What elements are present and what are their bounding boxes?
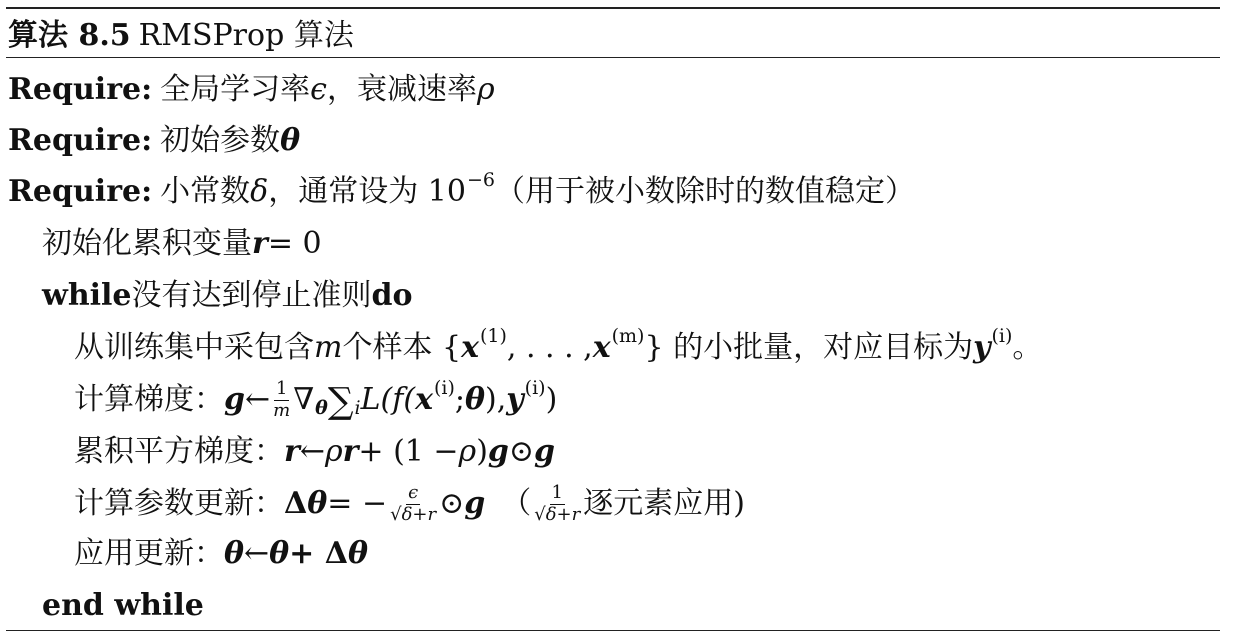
fraction-numerator: 1 [551, 481, 563, 503]
theta-symbol: θ [307, 486, 328, 521]
fraction [390, 481, 437, 525]
superscript: (m) [611, 324, 645, 347]
end-while-keyword: end while [42, 588, 204, 623]
fraction-numerator: ϵ [408, 481, 419, 503]
fraction-denominator: √δ+r [534, 503, 581, 525]
fraction-numerator: 1 [275, 377, 288, 399]
r-variable: r [284, 434, 300, 469]
do-keyword: do [371, 278, 413, 313]
ellipsis: , . . . , [506, 330, 593, 365]
require-initial-params [8, 115, 300, 167]
subscript: i [354, 396, 361, 419]
rho-symbol: ρ [324, 434, 343, 469]
fraction-denominator: √δ+r [390, 503, 437, 525]
fraction-denominator: m [273, 399, 291, 421]
separator: ; [454, 382, 465, 417]
require-text: 初始参数 [160, 123, 281, 158]
odot-symbol: ⊙ [508, 434, 535, 469]
require-keyword: Require: [8, 174, 153, 209]
superscript: (i) [433, 376, 455, 399]
apply-expression: + Δ [289, 536, 349, 571]
arrow: ← [244, 536, 270, 571]
sample-text: 从训练集中采包含 [74, 330, 314, 365]
algorithm-label: 算法 8.5 [8, 18, 131, 53]
m-symbol: m [314, 330, 343, 365]
sample-line [74, 322, 1042, 374]
while-line [42, 270, 413, 322]
require-text: 小常数 [160, 174, 251, 209]
sample-text: 。 [1012, 330, 1043, 365]
rho-symbol: ρ [476, 72, 495, 107]
algorithm-name: RMSProp 算法 [138, 18, 354, 53]
init-line [42, 218, 322, 270]
apply-label: 应用更新： [74, 536, 224, 571]
require-text: 全局学习率 [160, 72, 311, 107]
accumulate-expression: ) [476, 434, 488, 469]
rho-symbol: ρ [458, 434, 477, 469]
update-line [74, 478, 745, 530]
require-text: ，通常设为 10 [268, 174, 466, 209]
arrow: ← [299, 434, 325, 469]
fraction [534, 481, 581, 525]
bottom-rule [6, 630, 1220, 631]
subscript: θ [315, 396, 328, 419]
x-symbol: x [461, 330, 479, 365]
g-symbol: g [487, 434, 509, 469]
theta-symbol: θ [280, 123, 301, 158]
loss-expression: ), [484, 382, 507, 417]
require-learning-rate [8, 64, 495, 116]
algorithm-title [8, 10, 354, 62]
theta-symbol: θ [348, 536, 369, 571]
superscript: (i) [524, 376, 546, 399]
delta-symbol: Δ [284, 486, 308, 521]
top-rule [6, 7, 1220, 9]
epsilon-symbol: ϵ [310, 72, 327, 107]
while-condition: 没有达到停止准则 [131, 278, 372, 313]
update-note: （ [501, 486, 532, 521]
require-note: （用于被小数除时的数值稳定） [494, 174, 915, 209]
title-rule [6, 57, 1220, 58]
g-symbol: g [224, 382, 245, 417]
y-symbol: y [506, 382, 524, 417]
g-symbol: g [534, 434, 556, 469]
apply-line [74, 528, 368, 580]
init-text: 初始化累积变量 [42, 226, 252, 261]
accumulate-expression: + (1 − [358, 434, 459, 469]
init-value: = 0 [267, 226, 322, 261]
update-note: 逐元素应用) [583, 486, 745, 521]
require-text: ，衰减速率 [326, 72, 477, 107]
require-keyword: Require: [8, 123, 153, 158]
end-while-line [42, 580, 204, 632]
odot-symbol: ⊙ [439, 486, 465, 521]
require-small-constant [8, 166, 915, 218]
update-label: 计算参数更新： [74, 486, 284, 521]
nabla-symbol: ∇ [293, 382, 315, 417]
loss-expression: ) [545, 382, 558, 417]
r-variable: r [252, 226, 268, 261]
superscript: (1) [479, 324, 507, 347]
sample-text: } 的小批量，对应目标为 [644, 330, 974, 365]
update-expression: = − [327, 486, 388, 521]
delta-symbol: δ [250, 174, 269, 209]
while-keyword: while [42, 278, 132, 313]
exponent: −6 [466, 168, 495, 191]
require-keyword: Require: [8, 72, 153, 107]
gradient-label: 计算梯度： [74, 382, 224, 417]
fraction [273, 377, 291, 421]
theta-symbol: θ [464, 382, 485, 417]
loss-expression: L(f( [360, 382, 416, 417]
y-symbol: y [973, 330, 991, 365]
sample-text: 个样本 { [342, 330, 462, 365]
x-symbol: x [415, 382, 433, 417]
accumulate-label: 累积平方梯度： [74, 434, 284, 469]
arrow: ← [244, 382, 271, 417]
gradient-line [74, 374, 557, 426]
g-symbol: g [464, 486, 486, 521]
x-symbol: x [592, 330, 611, 365]
superscript: (i) [991, 324, 1013, 347]
theta-symbol: θ [224, 536, 245, 571]
accumulate-line [74, 426, 555, 478]
sum-symbol: ∑ [327, 381, 354, 422]
r-variable: r [342, 434, 359, 469]
theta-symbol: θ [269, 536, 290, 571]
